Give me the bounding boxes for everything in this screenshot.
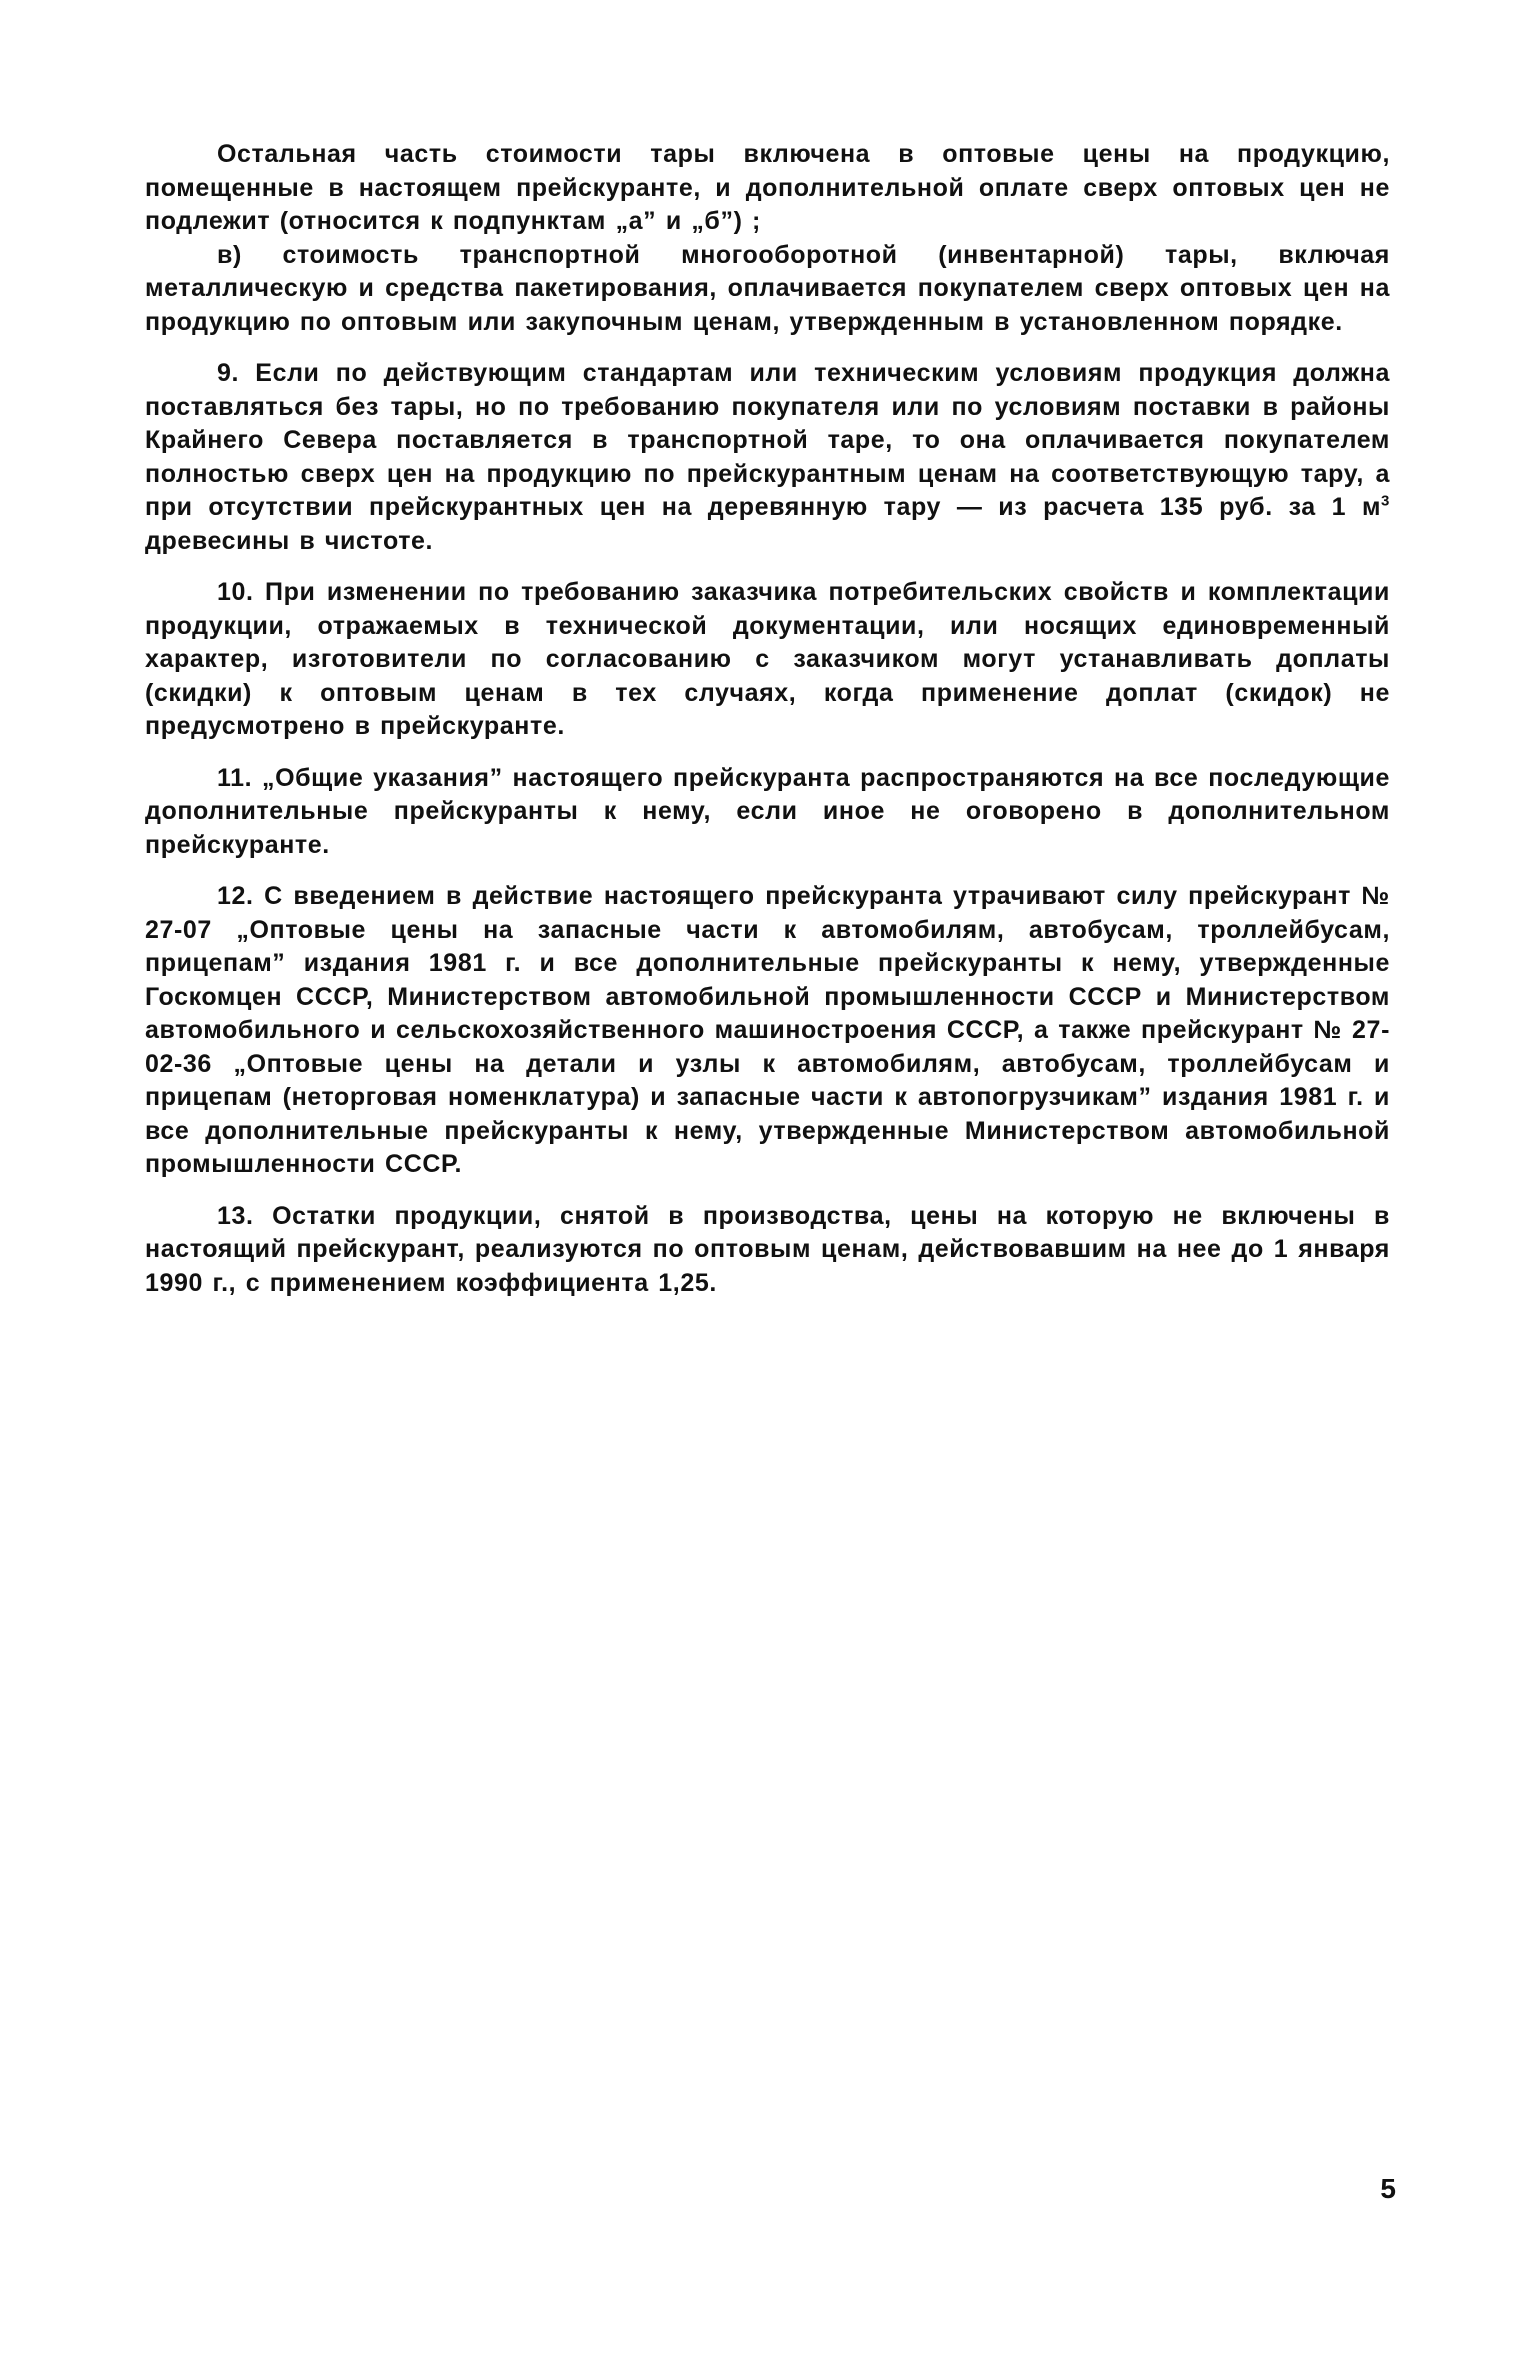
paragraph-10: 10. При изменении по требованию заказчика потребительских свойств и комплектации продукции, отражаемых в технической документации, или носящих единовременный характер, изготовители по согласованию с заказчиком могут устанавливать доплаты (скидки) к оптовым ценам в тех случаях, когда применение доплат (скидок) не предусмотрено в прейскуранте. — [145, 578, 1390, 740]
cubic-superscript: 3 — [1381, 492, 1390, 510]
page-number: 5 — [1380, 2173, 1396, 2204]
paragraph-9-text: 9. Если по действующим стандартам или техническим условиям продукция должна поставляться без тары, но по требованию покупателя или по условиям поставки в районы Крайнего Севера поставляется в транспортной таре, то она оплачивается покупателем полностью сверх цен на продукцию по прейскурантным ценам на соответствующую тару, а при отсутствии прейскурантных цен на деревянную тару — из расчета 135 руб. за 1 м — [145, 359, 1390, 521]
body-text — [145, 138, 1390, 1300]
paragraph-11: 11. „Общие указания” настоящего прейскуранта распространяются на все последующие дополнительные прейскуранты к нему, если иное не оговорено в дополнительном прейскуранте. — [145, 763, 1390, 859]
paragraph-12: 12. С введением в действие настоящего прейскуранта утрачивают силу прейскурант № 27-07 „Оптовые цены на запасные части к автомобилям, автобусам, троллейбусам, прицепам” издания 1981 г. и все дополнительные прейскуранты к нему, утвержденные Госкомцен СССР, Министерством автомобильной промышленности СССР и Министерством автомобильного и сельскохозяйственного машиностроения СССР, а также прейскурант № 27-02-36 „Оптовые цены на детали и узлы к автомобилям, автобусам, троллейбусам и прицепам (неторговая номенклатура) и запасные части к автопогрузчикам” издания 1981 г. и все дополнительные прейскуранты к нему, утвержденные Министерством автомобильной промышленности СССР. — [145, 882, 1390, 1178]
paragraph-8v: в) стоимость транспортной многооборотной (инвентарной) тары, включая металлическую и средства пакетирования, оплачивается покупателем сверх оптовых цен на продукцию по оптовым или закупочным ценам, утвержденным в установленном порядке. — [145, 240, 1390, 336]
paragraph-9-text-end: древесины в чистоте. — [145, 526, 434, 555]
paragraph-9 — [145, 357, 1390, 558]
paragraph-tara-remaining: Остальная часть стоимости тары включена в оптовые цены на продукцию, помещенные в настоящем прейскуранте, и дополнительной оплате сверх оптовых цен не подлежит (относится к подпунктам „а” и „б”) ; — [145, 140, 1390, 235]
paragraph-13: 13. Остатки продукции, снятой в производства, цены на которую не включены в настоящий прейскурант, реализуются по оптовым ценам, действовавшим на нее до 1 января 1990 г., с применением коэффициента 1,25. — [145, 1201, 1390, 1297]
